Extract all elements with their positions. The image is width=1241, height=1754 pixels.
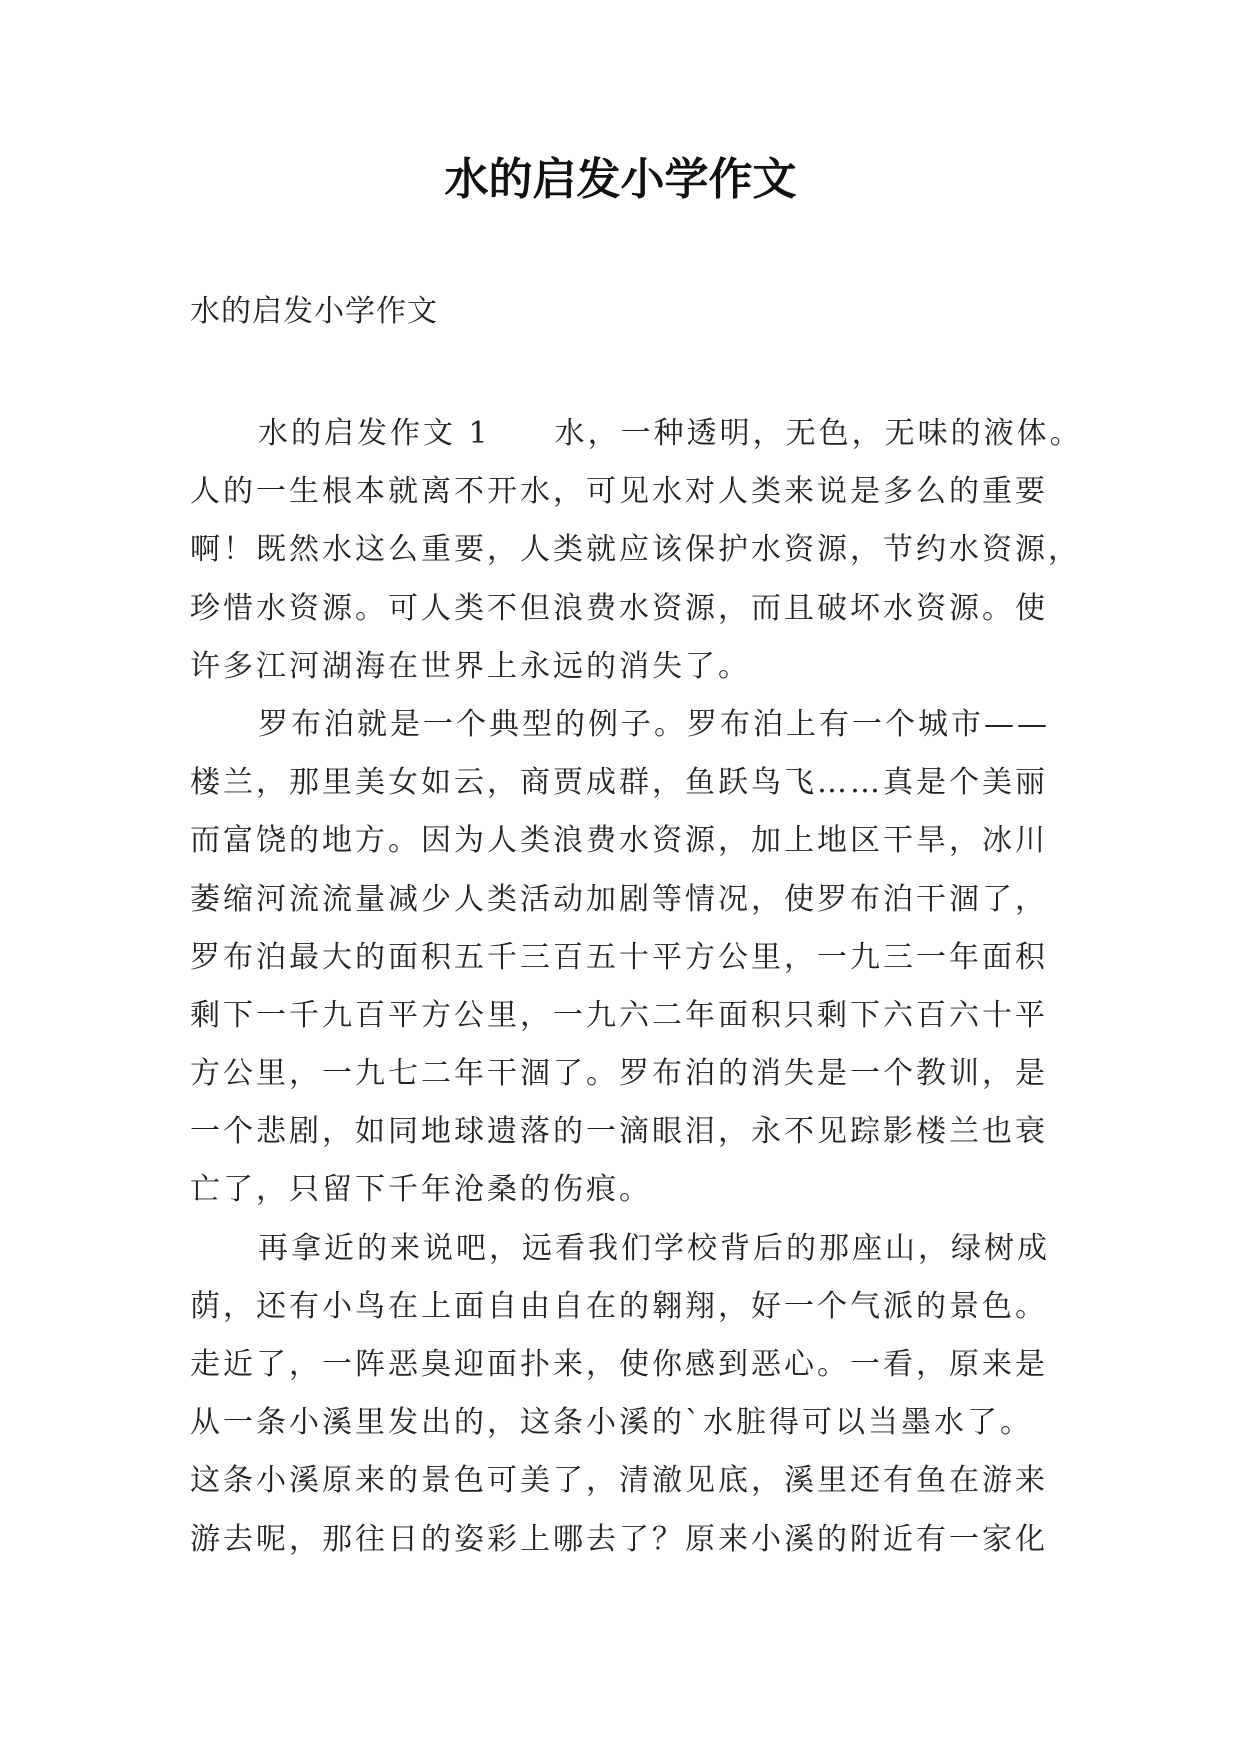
paragraph-line: 罗布泊就是一个典型的例子。罗布泊上有一个城市—— — [258, 706, 1050, 742]
document-title: 水的启发小学作文 — [444, 154, 797, 205]
document-subtitle: 水的启发小学作文 — [190, 294, 438, 329]
paragraph-line: 楼兰，那里美女如云，商贾成群，鱼跃鸟飞……真是个美丽 — [190, 765, 1048, 801]
paragraph-line: 人的一生根本就离不开水，可见水对人类来说是多么的重要 — [190, 474, 1048, 510]
paragraph-line: 剩下一千九百平方公里，一九六二年面积只剩下六百六十平 — [190, 997, 1048, 1033]
paragraph-line: 走近了，一阵恶臭迎面扑来，使你感到恶心。一看，原来是 — [190, 1347, 1048, 1382]
paragraph-line: 荫，还有小鸟在上面自由自在的翱翔，好一个气派的景色。 — [190, 1288, 1048, 1324]
paragraph-line: 再拿近的来说吧，远看我们学校背后的那座山，绿树成 — [258, 1230, 1050, 1266]
paragraph-line: 游去呢，那往日的姿彩上哪去了？原来小溪的附近有一家化 — [190, 1521, 1048, 1557]
paragraph-line: 一个悲剧，如同地球遗落的一滴眼泪，永不见踪影楼兰也衰 — [190, 1114, 1048, 1150]
paragraph-line — [190, 410, 1083, 468]
essay-opening: 水，一种透明，无色，无味的液体。 — [554, 416, 1083, 451]
paragraph-line: 珍惜水资源。可人类不但浪费水资源，而且破坏水资源。使 — [190, 590, 1048, 626]
essay-heading: 水的启发作文 1 — [258, 416, 491, 451]
paragraph-line: 方公里，一九七二年干涸了。罗布泊的消失是一个教训，是 — [190, 1056, 1048, 1092]
paragraph-line: 亡了，只留下千年沧桑的伤痕。 — [190, 1172, 652, 1208]
paragraph-line: 罗布泊最大的面积五千三百五十平方公里，一九三一年面积 — [190, 939, 1048, 975]
paragraph-line: 许多江河湖海在世界上永远的消失了。 — [190, 648, 751, 684]
paragraph-line: 这条小溪原来的景色可美了，清澈见底，溪里还有鱼在游来 — [190, 1463, 1048, 1499]
paragraph-line: 萎缩河流流量减少人类活动加剧等情况，使罗布泊干涸了， — [190, 881, 1048, 917]
paragraph-line: 而富饶的地方。因为人类浪费水资源，加上地区干旱，冰川 — [190, 823, 1048, 859]
essay-body — [190, 410, 1083, 1574]
paragraph-line: 从一条小溪里发出的，这条小溪的`水脏得可以当墨水了。 — [190, 1405, 1033, 1441]
paragraph-line: 啊！既然水这么重要，人类就应该保护水资源，节约水资源， — [190, 532, 1081, 568]
